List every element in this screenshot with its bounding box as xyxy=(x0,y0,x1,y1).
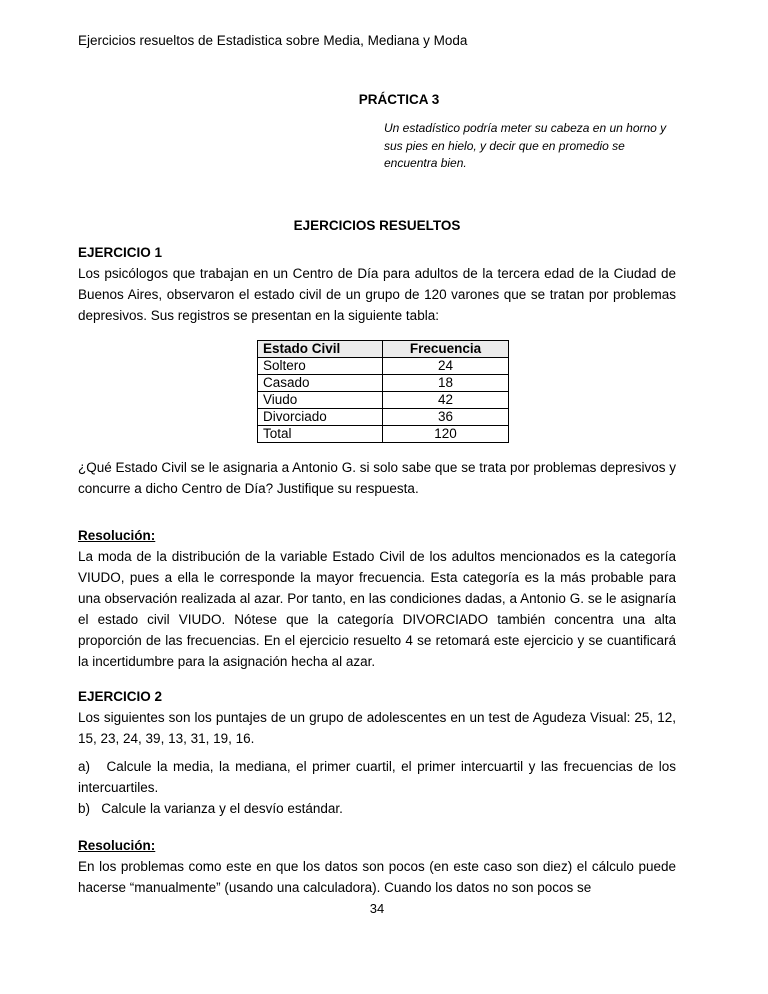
table-row xyxy=(258,391,509,408)
frequency-table xyxy=(257,340,509,443)
table-cell-frequency: 18 xyxy=(383,374,509,391)
table-cell-frequency: 120 xyxy=(383,425,509,442)
table-row xyxy=(258,357,509,374)
table-row xyxy=(258,374,509,391)
table-cell-category: Casado xyxy=(258,374,383,391)
exercise1-intro: Los psicólogos que trabajan en un Centro de Día para adultos de la tercera edad de la Ciudad de Buenos Aires, observaron el estado civil de un grupo de 120 varones que se tratan por problemas depresivos. Sus registros se presentan en la siguiente tabla: xyxy=(78,265,676,323)
table-cell-frequency: 36 xyxy=(383,408,509,425)
exercise2-item-b: b) Calcule la varianza y el desvío estándar. xyxy=(78,800,343,816)
table-cell-frequency: 42 xyxy=(383,391,509,408)
exercise2-resolution: En los problemas como este en que los datos son pocos (en este caso son diez) el cálculo puede hacerse “manualmente” (usando una calculadora). Cuando los datos no son pocos se xyxy=(78,858,676,895)
table-cell-category: Soltero xyxy=(258,357,383,374)
epigraph-quote: Un estadístico podría meter su cabeza en un horno y sus pies en hielo, y decir que en promedio se encuentra bien. xyxy=(384,121,667,170)
document-header: Ejercicios resueltos de Estadistica sobre Media, Mediana y Moda xyxy=(78,33,468,48)
exercise1-question: ¿Qué Estado Civil se le asignaria a Antonio G. si solo sabe que se trata por problemas depresivos y concurre a dicho Centro de Día? Justifique su respuesta. xyxy=(78,459,676,496)
section-heading: EJERCICIOS RESUELTOS xyxy=(293,217,461,233)
page-number: 34 xyxy=(369,900,385,916)
table-cell-frequency: 24 xyxy=(383,357,509,374)
exercise2-resolution-heading: Resolución: xyxy=(78,837,156,853)
exercise1-resolution: La moda de la distribución de la variable Estado Civil de los adultos mencionados es la categoría VIUDO, pues a ella le corresponde la mayor frecuencia. Esta categoría es la más probable para una observación realizada al azar. Por tanto, en las condiciones dadas, a Antonio G. se le asignaría el estado civil VIUDO. Nótese que la categoría DIVORCIADO también concentra una alta proporción de las frecuencias. En el ejercicio resuelto 4 se retomará este ejercicio y se cuantificará la incertidumbre para la asignación hecha al azar. xyxy=(78,548,676,669)
exercise2-intro: Los siguientes son los puntajes de un grupo de adolescentes en un test de Agudeza Visual: 25, 12, 15, 23, 24, 39, 13, 31, 19, 16. xyxy=(78,709,676,746)
exercise1-resolution-heading: Resolución: xyxy=(78,527,156,543)
table-header-frecuencia: Frecuencia xyxy=(383,340,509,357)
table-cell-category: Viudo xyxy=(258,391,383,408)
table-cell-category: Total xyxy=(258,425,383,442)
exercise2-item-a: a) Calcule la media, la mediana, el primer cuartil, el primer intercuartil y las frecuencias de los intercuartiles. xyxy=(78,758,676,795)
table-row xyxy=(258,425,509,442)
table-cell-category: Divorciado xyxy=(258,408,383,425)
practice-title: PRÁCTICA 3 xyxy=(358,92,440,107)
table-header-row xyxy=(258,340,509,357)
exercise1-heading: EJERCICIO 1 xyxy=(78,244,163,260)
table-header-estado-civil: Estado Civil xyxy=(258,340,383,357)
table-row xyxy=(258,408,509,425)
exercise2-heading: EJERCICIO 2 xyxy=(78,688,163,704)
